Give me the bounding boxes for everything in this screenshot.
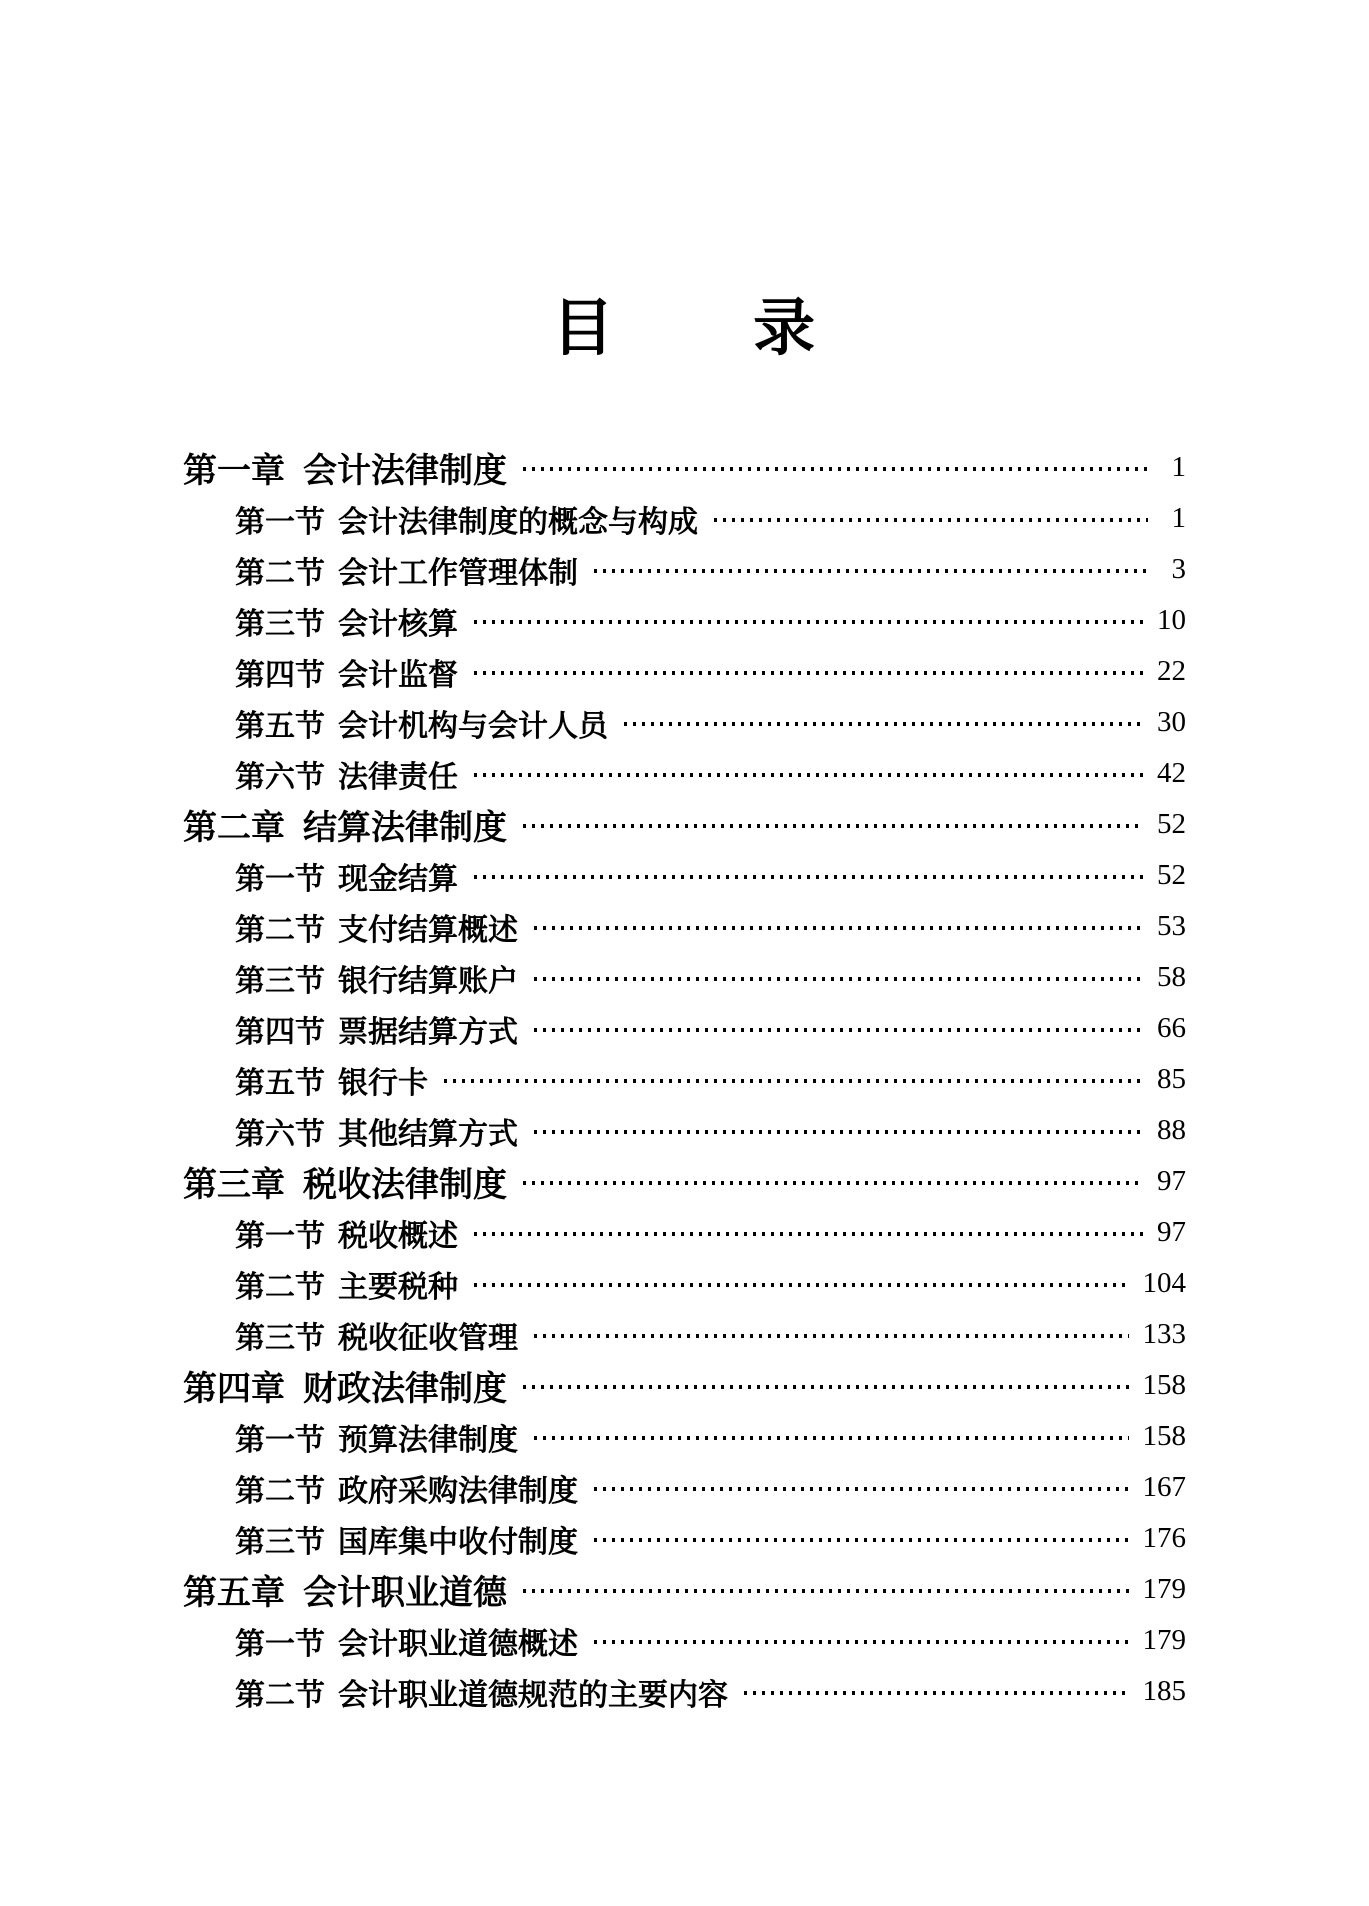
toc-entry-page: 1 (1171, 502, 1186, 534)
dot-leader (594, 1487, 1129, 1491)
dot-leader (534, 1130, 1143, 1134)
toc-entry-page: 22 (1157, 655, 1186, 687)
toc-entry-page: 10 (1157, 604, 1186, 636)
toc-entry-section (183, 646, 1186, 697)
toc-entry-label: 第五节 (235, 1066, 325, 1100)
toc-entry-section (183, 850, 1186, 901)
toc-entry-page: 88 (1157, 1114, 1186, 1146)
toc-entry-section (183, 1258, 1186, 1309)
toc-entry-chapter (183, 1360, 1186, 1411)
toc-entry-title: 会计法律制度 (303, 452, 507, 490)
toc-entry-title: 法律责任 (338, 760, 458, 794)
toc-entry-title: 票据结算方式 (338, 1015, 518, 1049)
toc-entry-label: 第四节 (235, 658, 325, 692)
toc-entry-page: 58 (1157, 961, 1186, 993)
toc-entry-page: 185 (1142, 1675, 1186, 1707)
toc-entry-page: 133 (1142, 1318, 1186, 1350)
toc-entry-page: 1 (1171, 451, 1186, 483)
toc-entry-label: 第五章 (183, 1574, 285, 1612)
toc-entry-label: 第六节 (235, 760, 325, 794)
toc-entry-title: 国库集中收付制度 (338, 1525, 578, 1559)
toc-entry-title: 银行卡 (338, 1066, 428, 1100)
dot-leader (474, 1232, 1143, 1236)
dot-leader (474, 773, 1143, 777)
toc-entry-label: 第三节 (235, 607, 325, 641)
toc-entry-page: 42 (1157, 757, 1186, 789)
toc-entry-label: 第一章 (183, 452, 285, 490)
toc-entry-page: 52 (1157, 859, 1186, 891)
dot-leader (523, 1181, 1143, 1185)
toc-entry-page: 85 (1157, 1063, 1186, 1095)
toc-entry-chapter (183, 1564, 1186, 1615)
toc-entry-section (183, 1411, 1186, 1462)
toc-entry-title: 预算法律制度 (338, 1423, 518, 1457)
toc-entry-page: 30 (1157, 706, 1186, 738)
toc-entry-section (183, 544, 1186, 595)
dot-leader (534, 977, 1143, 981)
toc-entry-page: 97 (1157, 1216, 1186, 1248)
toc-entry-section (183, 1054, 1186, 1105)
dot-leader (714, 518, 1148, 522)
dot-leader (474, 875, 1143, 879)
dot-leader (534, 926, 1143, 930)
toc-entry-chapter (183, 442, 1186, 493)
dot-leader (594, 1640, 1129, 1644)
toc-entry-label: 第三节 (235, 1321, 325, 1355)
toc-entry-label: 第三节 (235, 1525, 325, 1559)
dot-leader (474, 671, 1143, 675)
toc-entry-chapter (183, 799, 1186, 850)
toc-entry-label: 第四节 (235, 1015, 325, 1049)
toc-entry-title: 会计核算 (338, 607, 458, 641)
toc-entry-label: 第二节 (235, 1270, 325, 1304)
toc-entry-chapter (183, 1156, 1186, 1207)
toc-entry-title: 会计法律制度的概念与构成 (338, 505, 698, 539)
dot-leader (444, 1079, 1143, 1083)
toc-entry-label: 第六节 (235, 1117, 325, 1151)
toc-entry-title: 会计机构与会计人员 (338, 709, 608, 743)
toc-entry-page: 66 (1157, 1012, 1186, 1044)
toc-entry-page: 176 (1142, 1522, 1186, 1554)
toc-entry-section (183, 748, 1186, 799)
dot-leader (523, 467, 1148, 471)
toc-entry-section (183, 595, 1186, 646)
toc-entry-label: 第五节 (235, 709, 325, 743)
toc-entry-page: 3 (1171, 553, 1186, 585)
toc-entry-title: 会计职业道德 (303, 1574, 507, 1612)
toc-entry-label: 第一节 (235, 505, 325, 539)
toc-entry-label: 第二节 (235, 1474, 325, 1508)
toc-entry-section (183, 901, 1186, 952)
dot-leader (474, 1283, 1129, 1287)
dot-leader (523, 824, 1143, 828)
toc-entry-section (183, 1513, 1186, 1564)
toc-entry-title: 会计监督 (338, 658, 458, 692)
toc-entry-label: 第二章 (183, 809, 285, 847)
toc-entry-section (183, 1462, 1186, 1513)
dot-leader (474, 620, 1143, 624)
toc-entry-label: 第一节 (235, 1423, 325, 1457)
toc-entry-title: 会计工作管理体制 (338, 556, 578, 590)
toc-entry-page: 97 (1157, 1165, 1186, 1197)
dot-leader (523, 1385, 1129, 1389)
toc-entry-page: 167 (1142, 1471, 1186, 1503)
toc-entry-section (183, 1666, 1186, 1717)
dot-leader (523, 1589, 1129, 1593)
toc-entry-page: 104 (1142, 1267, 1186, 1299)
toc-entry-page: 52 (1157, 808, 1186, 840)
toc-entry-section (183, 1105, 1186, 1156)
toc-entry-page: 179 (1142, 1624, 1186, 1656)
dot-leader (534, 1028, 1143, 1032)
toc-entry-section (183, 1003, 1186, 1054)
toc-list (183, 442, 1186, 1717)
toc-entry-title: 结算法律制度 (303, 809, 507, 847)
toc-entry-section (183, 493, 1186, 544)
page-title: 目 录 (551, 294, 818, 363)
toc-entry-page: 158 (1142, 1369, 1186, 1401)
dot-leader (624, 722, 1143, 726)
toc-entry-title: 银行结算账户 (338, 964, 518, 998)
toc-entry-title: 会计职业道德概述 (338, 1627, 578, 1661)
toc-entry-section (183, 697, 1186, 748)
toc-entry-label: 第一节 (235, 1219, 325, 1253)
dot-leader (534, 1334, 1129, 1338)
toc-entry-title: 其他结算方式 (338, 1117, 518, 1151)
toc-entry-label: 第三章 (183, 1166, 285, 1204)
toc-entry-title: 政府采购法律制度 (338, 1474, 578, 1508)
toc-entry-title: 主要税种 (338, 1270, 458, 1304)
toc-entry-page: 179 (1142, 1573, 1186, 1605)
toc-entry-section (183, 1309, 1186, 1360)
toc-entry-page: 158 (1142, 1420, 1186, 1452)
toc-entry-title: 税收征收管理 (338, 1321, 518, 1355)
toc-entry-label: 第四章 (183, 1370, 285, 1408)
toc-entry-label: 第一节 (235, 862, 325, 896)
toc-entry-page: 53 (1157, 910, 1186, 942)
toc-entry-label: 第三节 (235, 964, 325, 998)
dot-leader (594, 1538, 1129, 1542)
toc-entry-title: 财政法律制度 (303, 1370, 507, 1408)
toc-entry-title: 税收概述 (338, 1219, 458, 1253)
toc-entry-label: 第二节 (235, 556, 325, 590)
dot-leader (744, 1691, 1129, 1695)
toc-entry-title: 会计职业道德规范的主要内容 (338, 1678, 728, 1712)
toc-entry-section (183, 952, 1186, 1003)
dot-leader (534, 1436, 1129, 1440)
toc-entry-section (183, 1207, 1186, 1258)
toc-entry-title: 现金结算 (338, 862, 458, 896)
toc-entry-title: 税收法律制度 (303, 1166, 507, 1204)
toc-entry-section (183, 1615, 1186, 1666)
dot-leader (594, 569, 1148, 573)
toc-entry-title: 支付结算概述 (338, 913, 518, 947)
toc-entry-label: 第二节 (235, 1678, 325, 1712)
toc-entry-label: 第一节 (235, 1627, 325, 1661)
toc-entry-label: 第二节 (235, 913, 325, 947)
